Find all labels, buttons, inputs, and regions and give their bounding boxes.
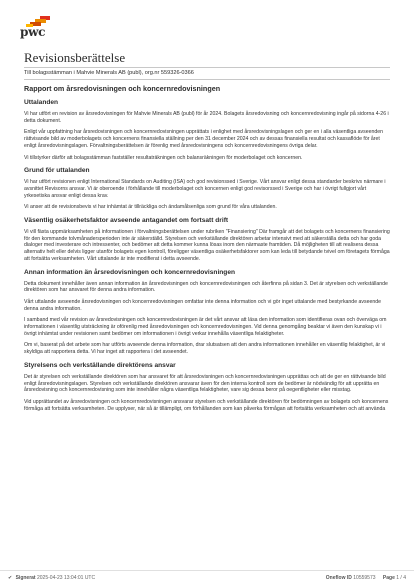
oneflow-label: Oneflow ID — [325, 575, 352, 581]
report-body — [24, 84, 392, 417]
paragraph: Vi tillstyrker därför att bolagsstämman fastställer resultaträkningen och balansräkningen för moderbolaget och koncernen. — [24, 154, 303, 161]
recipient-line: Till bolagsstämman i Mahvie Minerals AB (publ), org.nr 559326-0366 — [24, 70, 194, 76]
recipient-divider — [24, 79, 390, 80]
oneflow-id: 10559573 — [353, 575, 376, 581]
section-fortsatt-drift — [24, 217, 392, 263]
signed-info — [8, 575, 95, 581]
paragraph: Vid upprättandet av årsredovisningen och koncernredovisningen ansvarar styrelsen och verkställande direktören för bedömningen av bolagets och koncernens förmåga att fortsätta verksamheten. De upplyser, när så är tillämpligt, om förhållanden som kan påverka förmågan att fortsätta verksamheten och att använda — [24, 398, 389, 412]
signature-footer — [0, 570, 414, 585]
pwc-logo — [20, 16, 50, 40]
section-heading: Uttalanden — [24, 99, 59, 106]
paragraph: I samband med vår revision av årsredovisningen och koncernredovisningen är det vårt ansvar att läsa den information som identifieras ovan och överväga om informationen i väsentlig utsträckning är oförenlig med årsredovisningen och koncernredovisningen. Vid denna genomgång beaktar vi även den kunskap vi i övrigt inhämtat under revisionen samt bedömer om informationen i övrigt verkar innehålla väsentliga felaktigheter. — [24, 317, 387, 337]
checkmark-icon: ✔ — [8, 575, 13, 581]
section-annan-information — [24, 269, 392, 356]
paragraph: Vårt uttalande avseende årsredovisningen och koncernredovisningen omfattar inte denna information och vi gör inget uttalande med bestyrkande avseende denna andra information. — [24, 298, 382, 312]
paragraph: Detta dokument innehåller även annan information än årsredovisningen och koncernredovisningen och återfinns på sidan 3. Det är styrelsen och verkställande direktören som har ansvaret för denna andra information. — [24, 280, 388, 294]
paragraph: Det är styrelsen och verkställande direktören som har ansvaret för att årsredovisningen och koncernredovisningen upprättas och att de ger en rättvisande bild enligt årsredovisningslagen. Styrelsen och verkställande direktören ansvarar även för den interna kontroll som de bedömer är nödvändig för att upprätta en årsredovisning och koncernredovisning som inte innehåller några väsentliga felaktigheter, vare sig dessa beror på oegentligheter eller misstag. — [24, 373, 386, 394]
paragraph: Vi har utfört en revision av årsredovisningen för Mahvie Minerals AB (publ) för år 2024. Bolagets årsredovisning och koncernredovisning ingår på sidorna 4-26 i detta dokument. — [24, 111, 389, 124]
section-grund — [24, 167, 392, 211]
pwc-logo-text: pwc — [20, 25, 46, 39]
paragraph: Vi vill fästa uppmärksamheten på informationen i förvaltningsberättelsen under rubriken "Finansiering" Där framgår att det bolagets och koncernens finansiering för den kommande tolvmånadersperioden inte är säkerställd. Styrelsen och verkställande direktören arbetar intensivt med att säkerställa detta och har goda dialoger med investerare och intressenter, och bedömer att detta kommer kunna lösas inom den närmaste framtiden. Då möjligheten till att realisera dessa alternativ helt eller delvis ligger utanför bolagets egen kontroll, föreligger väsentliga osäkerhetsfaktorer som kan leda till betydande tvivel om företagets förmåga att fortsätta verksamheten. Vårt uttalande är inte modifierat i detta avseende. — [24, 229, 390, 262]
paragraph: Om vi, baserat på det arbete som har utförts avseende denna information, drar slutsatsen att den andra informationen innehåller en väsentlig felaktighet, är vi skyldiga att rapportera detta. Vi har inget att rapportera i det avseendet. — [24, 342, 386, 356]
section-styrelsens-ansvar — [24, 362, 392, 413]
page-number: 1 / 4 — [396, 575, 406, 581]
paragraph: Vi anser att de revisionsbevis vi har inhämtat är tillräckliga och ändamålsenliga som grund för våra uttalanden. — [24, 204, 277, 211]
signed-timestamp: 2025-04-23 13:04:01 UTC — [37, 575, 96, 581]
signed-label: Signerat — [15, 575, 36, 581]
section-heading: Annan information än årsredovisningen och koncernredovisningen — [24, 268, 236, 276]
report-heading: Rapport om årsredovisningen och koncernredovisningen — [24, 84, 221, 93]
section-heading: Grund för uttalanden — [24, 167, 90, 175]
page-label: Page — [382, 575, 395, 581]
section-heading: Styrelsens och verkställande direktörens ansvar — [24, 361, 176, 369]
section-uttalanden — [24, 99, 392, 161]
section-heading: Väsentlig osäkerhetsfaktor avseende antagandet om fortsatt drift — [24, 217, 229, 225]
paragraph: Enligt vår uppfattning har årsredovisningen och koncernredovisningen upprättats i enlighet med årsredovisningslagen och ger en i alla väsentliga avseenden rättvisande bild av moderbolagets och koncernens finansiella ställning per den 31 december 2024 och av dessas finansiella resultat och kassaflöde för året enligt årsredovisningslagen. Förvaltningsberättelsen är förenlig med årsredovisningens och koncernredovisningens övriga delar. — [24, 129, 384, 149]
paragraph: Vi har utfört revisionen enligt International Standards on Auditing (ISA) och god revisionssed i Sverige. Vårt ansvar enligt dessa standarder beskrivs närmare i avsnittet Revisorns ansvar. Vi är oberoende i förhållande till moderbolaget och koncernen enligt god revisorssed i Sverige och har i övrigt fullgjort vårt yrkesetiska ansvar enligt dessa krav. — [24, 179, 386, 199]
document-title: Revisionsberättelse — [24, 50, 126, 65]
title-divider — [24, 67, 390, 68]
oneflow-info — [326, 575, 406, 581]
